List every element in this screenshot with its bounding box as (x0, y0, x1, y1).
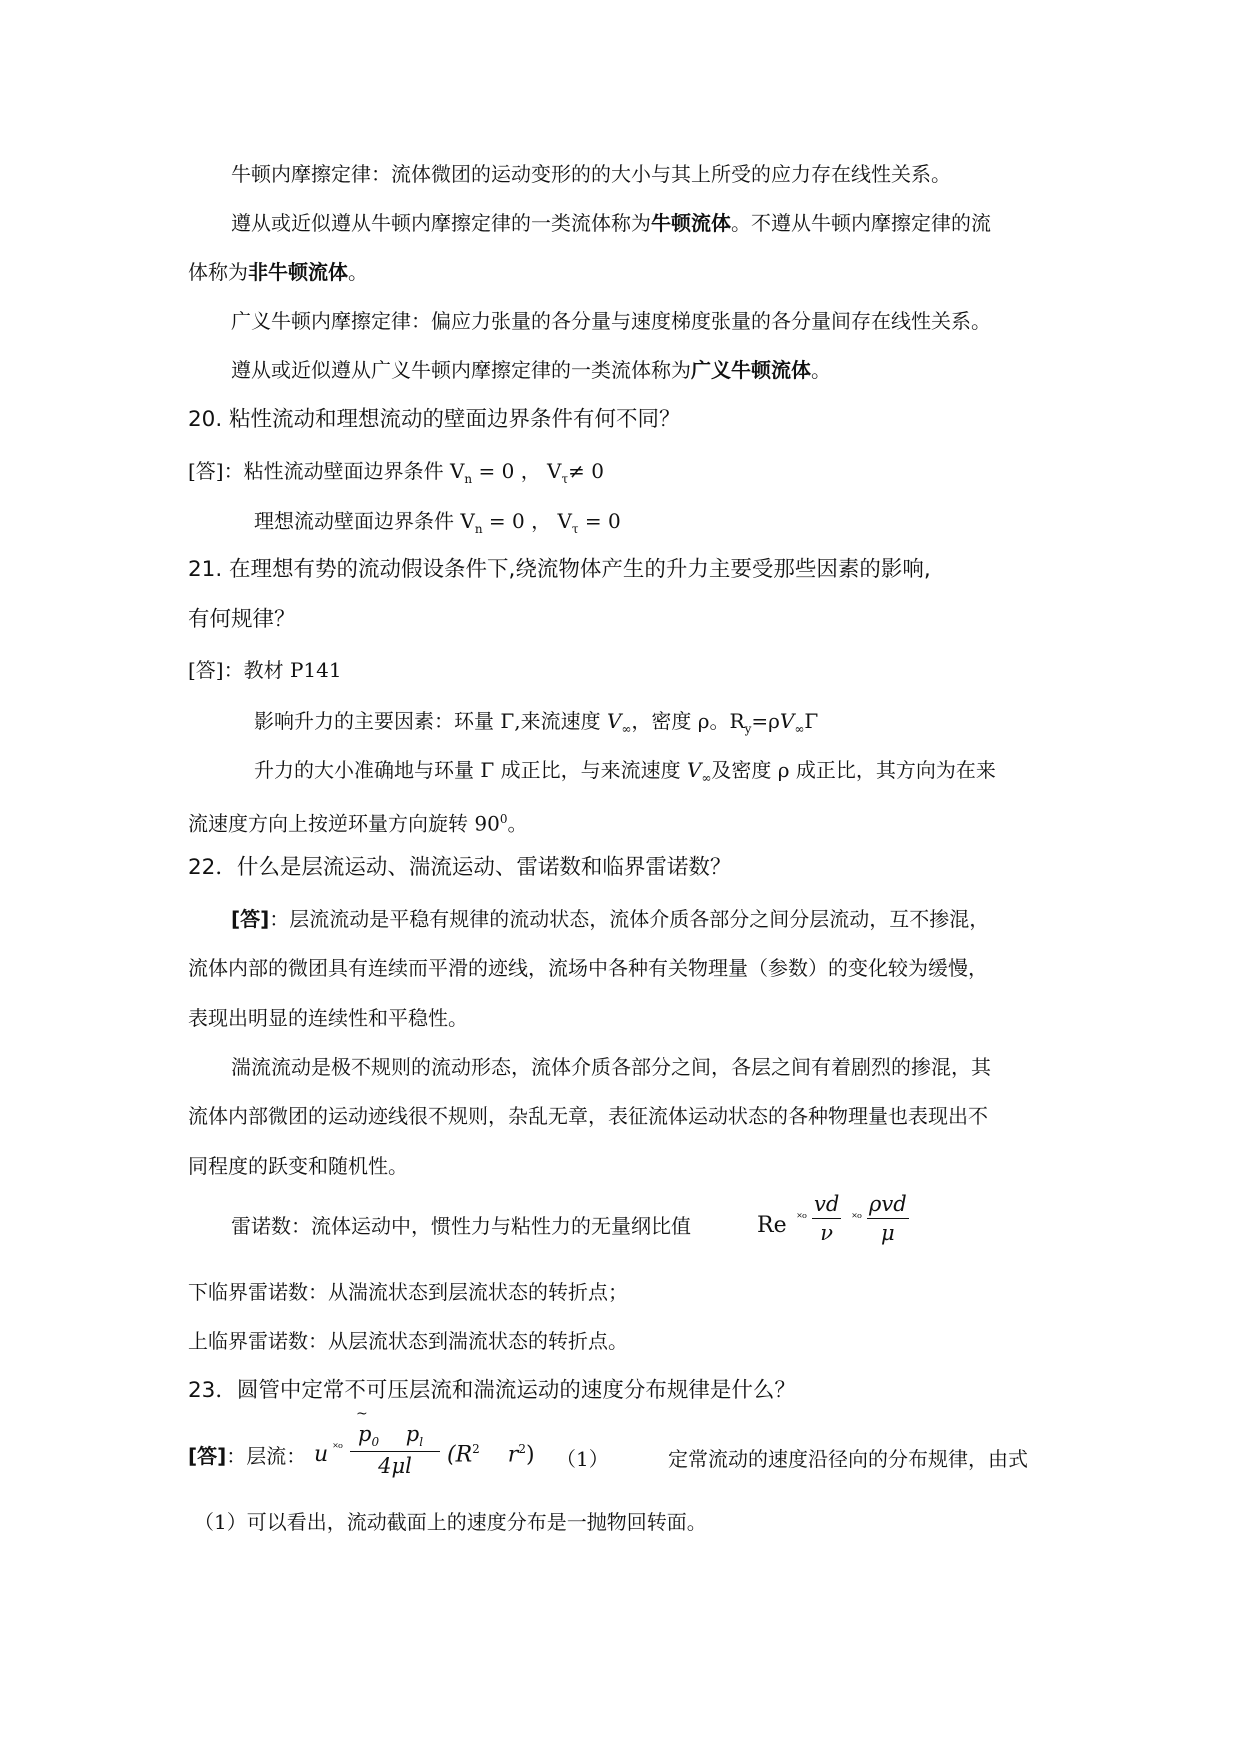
lower-critical-reynolds: 下临界雷诺数：从湍流状态到层流状态的转折点； (188, 1280, 628, 1304)
answer-21-direction: 流速度方向上按逆环量方向旋转 $90^0$。 (188, 811, 528, 836)
answer-22-laminar-1: [答]：层流流动是平稳有规律的流动状态，流体介质各部分之间分层流动，互不掺混， (231, 907, 990, 931)
question-22-title: 22．什么是层流运动、湍流运动、雷诺数和临界雷诺数？ (188, 855, 732, 880)
answer-22-turbulent-2: 流体内部微团的运动迹线很不规则，杂乱无章，表征流体运动状态的各种物理量也表现出不 (188, 1104, 988, 1128)
equals-glyph-1: ˟ᵒ (797, 1211, 807, 1226)
question-20-title: 20. 粘性流动和理想流动的壁面边界条件有何不同？ (188, 407, 681, 432)
answer-23-conclusion: （1）可以看出，流动截面上的速度分布是一抛物回转面。 (194, 1510, 707, 1534)
tilde-mark: ~ (356, 1406, 368, 1422)
question-23-title: 23．圆管中定常不可压层流和湍流运动的速度分布规律是什么？ (188, 1378, 796, 1403)
answer-22-laminar-3: 表现出明显的连续性和平稳性。 (188, 1006, 468, 1030)
paragraph-generalized-law: 广义牛顿内摩擦定律：偏应力张量的各分量与速度梯度张量的各分量间存在线性关系。 (231, 309, 991, 333)
reynolds-fraction-1: $\frac{vd}{\nu}$ (814, 1192, 840, 1245)
velocity-fraction: $\frac{p_0 p_l}{4\mu l}$ (350, 1422, 440, 1478)
paragraph-newton-law: 牛顿内摩擦定律：流体微团的运动变形的的大小与其上所受的应力存在线性关系。 (231, 162, 951, 186)
answer-22-laminar-2: 流体内部的微团具有连续而平滑的迹线，流场中各种有关物理量（参数）的变化较为缓慢， (188, 956, 988, 980)
reynolds-fraction-2: ρvd μ (869, 1192, 907, 1245)
answer-23-description: 定常流动的速度沿径向的分布规律，由式 (668, 1447, 1028, 1471)
reynolds-symbol: Re (757, 1213, 787, 1238)
equals-glyph-2: ˟ᵒ (852, 1211, 862, 1226)
paragraph-newtonian-fluid: 遵从或近似遵从牛顿内摩擦定律的一类流体称为牛顿流体。不遵从牛顿内摩擦定律的流 (231, 211, 991, 235)
question-21-title-line1: 21. 在理想有势的流动假设条件下,绕流物体产生的升力主要受那些因素的影响, (188, 557, 931, 582)
upper-critical-reynolds: 上临界雷诺数：从层流状态到湍流状态的转折点。 (188, 1329, 628, 1353)
radius-term: ($R^2$ $r^2$) (447, 1442, 535, 1468)
answer-21-reference: [答]：教材 P141 (188, 658, 342, 682)
answer-21-factors: 影响升力的主要因素：环量 Γ,来流速度 $V_\infty$，密度 ρ。$R_y=\rho V_\infty\Gamma$ (254, 709, 819, 736)
equals-glyph-3: ˟ᵒ (333, 1441, 343, 1456)
answer-22-turbulent-3: 同程度的跃变和随机性。 (188, 1154, 408, 1178)
paragraph-generalized-fluid: 遵从或近似遵从广义牛顿内摩擦定律的一类流体称为广义牛顿流体。 (231, 358, 831, 382)
answer-22-turbulent-1: 湍流流动是极不规则的流动形态，流体介质各部分之间，各层之间有着剧烈的掺混，其 (231, 1055, 991, 1079)
velocity-symbol: u (314, 1442, 329, 1467)
paragraph-non-newtonian: 体称为非牛顿流体。 (188, 260, 368, 284)
answer-20-ideal: 理想流动壁面边界条件 $V_n = 0$ ， $V_\tau = 0$ (254, 509, 621, 536)
answer-23-label: [答]：层流： (188, 1444, 307, 1468)
question-21-title-line2: 有何规律？ (188, 607, 296, 632)
reynolds-definition: 雷诺数：流体运动中，惯性力与粘性力的无量纲比值 (231, 1214, 691, 1238)
answer-20-viscous: [答]：粘性流动壁面边界条件 $V_n = 0$ ， $V_\tau\ne 0$ (188, 459, 604, 486)
answer-21-proportional: 升力的大小准确地与环量 Γ 成正比，与来流速度 $V_\infty$及密度 ρ 成正比，其方向为在来 (254, 758, 996, 785)
equation-number: （1） (556, 1447, 609, 1471)
